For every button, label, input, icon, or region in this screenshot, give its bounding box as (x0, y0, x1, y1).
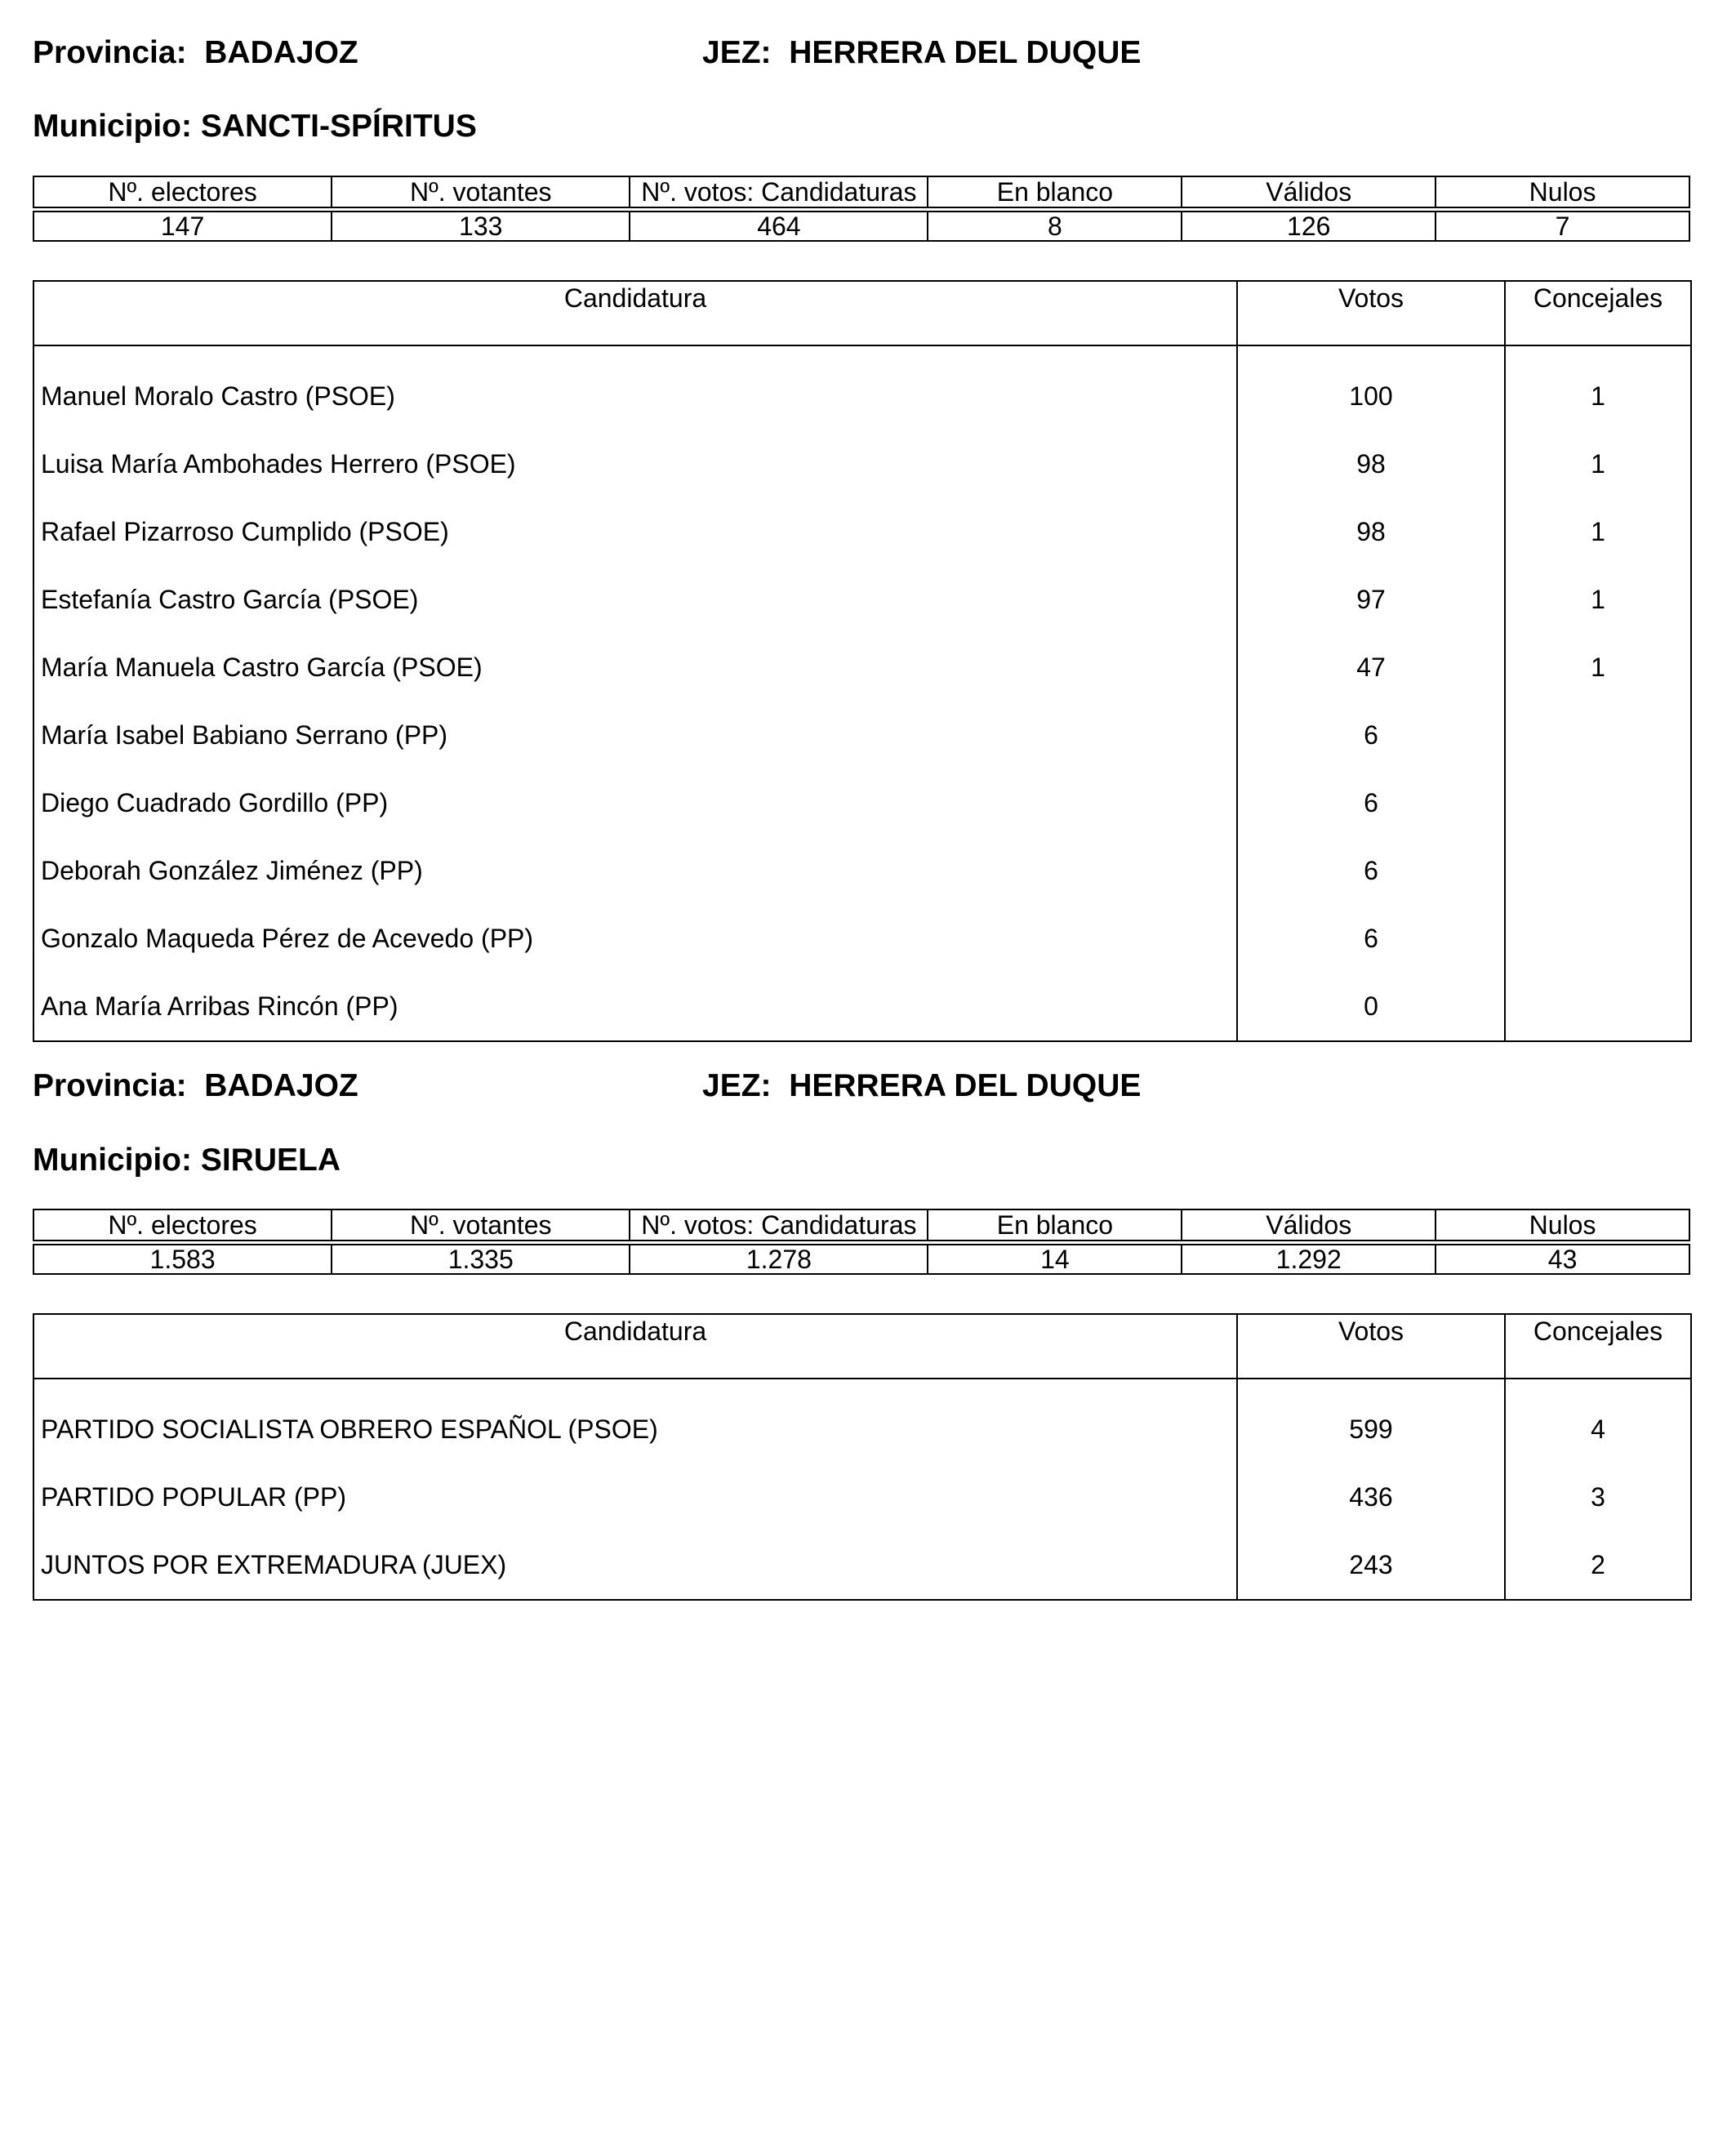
summary-values-table (33, 211, 1690, 242)
results-header-row (33, 281, 1691, 345)
results-table (33, 280, 1692, 1042)
summary-value-cell: 1.335 (332, 1245, 630, 1274)
table-row (33, 702, 1691, 769)
votos-cell: 599 (1237, 1379, 1505, 1463)
table-row (33, 1531, 1691, 1600)
candidatura-cell: María Isabel Babiano Serrano (PP) (41, 720, 448, 750)
candidatura-cell: Manuel Moralo Castro (PSOE) (41, 381, 395, 411)
concejales-header: Concejales (1505, 1314, 1691, 1379)
table-row (33, 1379, 1691, 1463)
concejales-cell (1505, 837, 1691, 905)
summary-header-row (33, 1209, 1689, 1241)
table-row (33, 1463, 1691, 1531)
concejales-cell: 3 (1505, 1463, 1691, 1531)
summary-value-cell: 7 (1436, 212, 1689, 241)
summary-value-cell: 464 (630, 212, 928, 241)
jez-value: HERRERA DEL DUQUE (789, 35, 1142, 70)
summary-value-cell: 1.292 (1182, 1245, 1436, 1274)
summary-value-cell: 1.583 (33, 1245, 332, 1274)
candidatura-cell: Ana María Arribas Rincón (PP) (41, 991, 398, 1021)
summary-value-cell: 43 (1436, 1245, 1689, 1274)
summary-value-cell: 1.278 (630, 1245, 928, 1274)
results-header-row (33, 1314, 1691, 1379)
summary-header-cell: Nº. electores (33, 176, 332, 207)
jez-value: HERRERA DEL DUQUE (789, 1068, 1142, 1103)
municipio-value: SIRUELA (200, 1143, 341, 1178)
summary-header-cell: Nº. electores (33, 1209, 332, 1241)
summary-header-cell: En blanco (928, 1209, 1182, 1241)
summary-header-cell: Nº. votantes (332, 176, 630, 207)
concejales-cell: 2 (1505, 1531, 1691, 1600)
municipio-section (33, 1036, 1690, 1607)
candidatura-cell: Deborah González Jiménez (PP) (41, 856, 423, 885)
municipio-heading (33, 1144, 341, 1176)
votos-cell: 100 (1237, 345, 1505, 430)
concejales-cell: 4 (1505, 1379, 1691, 1463)
votos-cell: 436 (1237, 1463, 1505, 1531)
table-row (33, 905, 1691, 973)
provincia-label: Provincia: (33, 35, 187, 70)
candidatura-cell: Luisa María Ambohades Herrero (PSOE) (41, 449, 516, 479)
votos-cell: 47 (1237, 634, 1505, 702)
municipio-heading (33, 110, 477, 142)
votos-header: Votos (1237, 281, 1505, 345)
votos-header: Votos (1237, 1314, 1505, 1379)
votos-cell: 98 (1237, 498, 1505, 566)
provincia-value: BADAJOZ (204, 35, 358, 70)
concejales-cell (1505, 769, 1691, 837)
candidatura-cell: Estefanía Castro García (PSOE) (41, 585, 419, 614)
candidatura-cell: Diego Cuadrado Gordillo (PP) (41, 788, 389, 817)
votos-cell: 98 (1237, 430, 1505, 498)
concejales-cell (1505, 973, 1691, 1041)
municipio-value: SANCTI-SPÍRITUS (200, 109, 477, 144)
provincia-heading (33, 1070, 358, 1102)
table-row (33, 973, 1691, 1041)
summary-value-cell: 133 (332, 212, 630, 241)
candidatura-cell: PARTIDO SOCIALISTA OBRERO ESPAÑOL (PSOE) (41, 1414, 658, 1444)
concejales-header: Concejales (1505, 281, 1691, 345)
concejales-cell: 1 (1505, 498, 1691, 566)
votos-cell: 6 (1237, 837, 1505, 905)
candidatura-cell: Rafael Pizarroso Cumplido (PSOE) (41, 517, 449, 546)
jez-label: JEZ: (702, 1068, 772, 1103)
candidatura-cell: JUNTOS POR EXTREMADURA (JUEX) (41, 1550, 507, 1579)
provincia-value: BADAJOZ (204, 1068, 358, 1103)
municipio-label: Municipio: (33, 1143, 192, 1178)
table-row (33, 430, 1691, 498)
votos-cell: 6 (1237, 702, 1505, 769)
municipio-section (33, 0, 1690, 1029)
concejales-cell: 1 (1505, 345, 1691, 430)
concejales-cell: 1 (1505, 634, 1691, 702)
candidatura-cell: Gonzalo Maqueda Pérez de Acevedo (PP) (41, 924, 534, 953)
summary-table (33, 176, 1690, 208)
summary-table (33, 1209, 1690, 1241)
table-row (33, 345, 1691, 430)
summary-value-cell: 147 (33, 212, 332, 241)
votos-cell: 243 (1237, 1531, 1505, 1600)
jez-label: JEZ: (702, 35, 772, 70)
candidatura-cell: PARTIDO POPULAR (PP) (41, 1482, 346, 1512)
candidatura-header: Candidatura (33, 281, 1237, 345)
summary-value-row (33, 212, 1689, 241)
table-row (33, 769, 1691, 837)
summary-header-row (33, 176, 1689, 207)
table-row (33, 498, 1691, 566)
jez-heading (702, 37, 1141, 69)
summary-header-cell: Nº. votos: Candidaturas (630, 176, 928, 207)
summary-header-cell: Nº. votantes (332, 1209, 630, 1241)
table-row (33, 566, 1691, 634)
municipio-label: Municipio: (33, 109, 192, 144)
table-row (33, 634, 1691, 702)
votos-cell: 97 (1237, 566, 1505, 634)
summary-header-cell: Válidos (1182, 176, 1436, 207)
summary-header-cell: Válidos (1182, 1209, 1436, 1241)
provincia-heading (33, 37, 358, 69)
summary-value-row (33, 1245, 1689, 1274)
summary-header-cell: Nulos (1436, 1209, 1689, 1241)
summary-header-cell: Nº. votos: Candidaturas (630, 1209, 928, 1241)
summary-header-cell: En blanco (928, 176, 1182, 207)
candidatura-cell: María Manuela Castro García (PSOE) (41, 653, 483, 682)
concejales-cell (1505, 702, 1691, 769)
jez-heading (702, 1070, 1141, 1102)
concejales-cell (1505, 905, 1691, 973)
concejales-cell: 1 (1505, 430, 1691, 498)
concejales-cell: 1 (1505, 566, 1691, 634)
summary-value-cell: 8 (928, 212, 1182, 241)
votos-cell: 0 (1237, 973, 1505, 1041)
table-row (33, 837, 1691, 905)
votos-cell: 6 (1237, 769, 1505, 837)
votos-cell: 6 (1237, 905, 1505, 973)
summary-values-table (33, 1244, 1690, 1275)
candidatura-header: Candidatura (33, 1314, 1237, 1379)
summary-value-cell: 14 (928, 1245, 1182, 1274)
summary-header-cell: Nulos (1436, 176, 1689, 207)
summary-value-cell: 126 (1182, 212, 1436, 241)
provincia-label: Provincia: (33, 1068, 187, 1103)
results-table (33, 1313, 1692, 1601)
